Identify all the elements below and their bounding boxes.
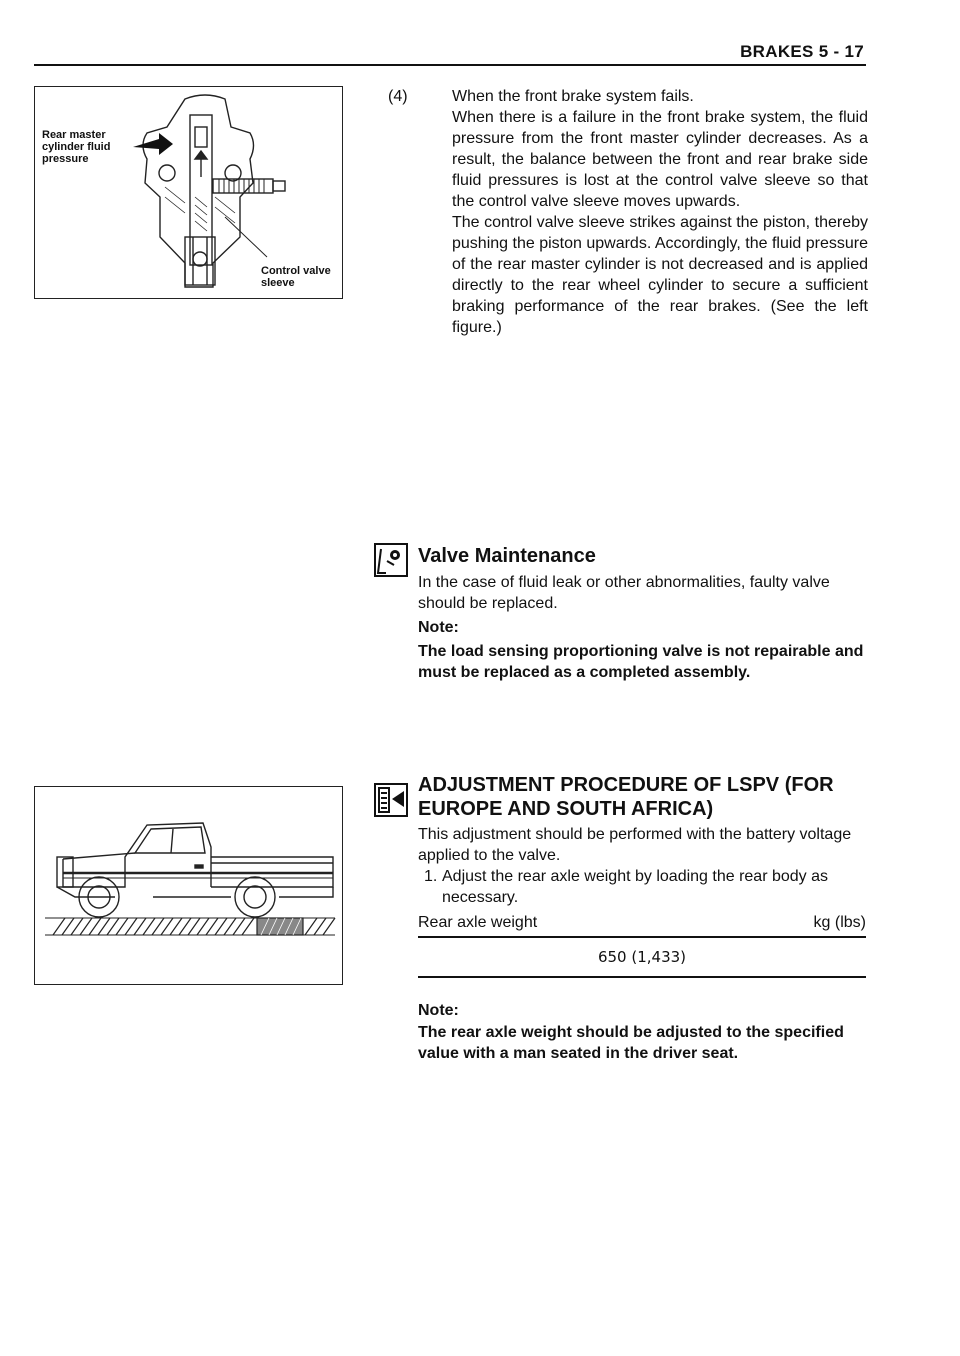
- page-header: BRAKES 5 - 17: [740, 42, 864, 61]
- adjustment-intro: This adjustment should be performed with the battery voltage applied to the valve.: [418, 826, 852, 864]
- truck-loading-figure: [34, 786, 343, 985]
- adjustment-step-1-number: 1.: [424, 868, 438, 885]
- valve-maintenance-note-text: The load sensing proportioning valve is not repairable and must be replaced as a completed assembly.: [418, 643, 864, 681]
- rear-master-pressure-label: Rear master cylinder fluid pressure: [42, 129, 111, 165]
- table-bottom-rule: [418, 976, 866, 978]
- step-4-heading: When the front brake system fails.: [452, 88, 694, 105]
- table-header-rule: [418, 936, 866, 938]
- inspect-icon: [374, 543, 408, 577]
- step-4-block: [388, 86, 868, 338]
- step-4-paragraph-2: The control valve sleeve strikes against the piston, thereby pushing the piston upwards. Accordingly, the fluid pressure of the rear master cylinder is not decreased and is applied directly to the rear wheel cylinder to secure a sufficient braking performance of the rear brakes. (See the left figure.): [452, 214, 868, 336]
- valve-maintenance-title: Valve Maintenance: [418, 545, 596, 567]
- table-header-row: [418, 914, 866, 936]
- valve-maintenance-note-label: Note:: [418, 619, 459, 636]
- step-4-paragraph-1: When there is a failure in the front brake system, the fluid pressure from the front master cylinder decreases. As a result, the balance between the front and rear brake side fluid pressures is lost at the control valve sleeve so that the control valve sleeve moves upwards.: [452, 109, 868, 210]
- valve-cross-section-figure: [34, 86, 343, 299]
- control-valve-sleeve-label: Control valve sleeve: [261, 265, 331, 289]
- adjustment-title-line-2: EUROPE AND SOUTH AFRICA): [418, 798, 714, 820]
- table-label-rear-axle-weight: Rear axle weight: [418, 914, 538, 931]
- table-value-row: [418, 948, 866, 966]
- adjustment-note-text: The rear axle weight should be adjusted to the specified value with a man seated in the driver seat.: [418, 1024, 844, 1062]
- adjust-icon: [374, 783, 408, 817]
- adjustment-note-label: Note:: [418, 1002, 459, 1019]
- valve-maintenance-text: In the case of fluid leak or other abnormalities, faulty valve should be replaced.: [418, 574, 830, 612]
- table-unit: kg (lbs): [813, 914, 866, 931]
- step-4-number: (4): [388, 88, 408, 105]
- pickup-truck-drawing: [35, 787, 341, 983]
- adjustment-step-1-text: Adjust the rear axle weight by loading the rear body as necessary.: [442, 868, 829, 906]
- header-rule: [34, 64, 866, 66]
- adjustment-title-line-1: ADJUSTMENT PROCEDURE OF LSPV (FOR: [418, 774, 834, 796]
- table-value: 650 (1,433): [597, 948, 687, 966]
